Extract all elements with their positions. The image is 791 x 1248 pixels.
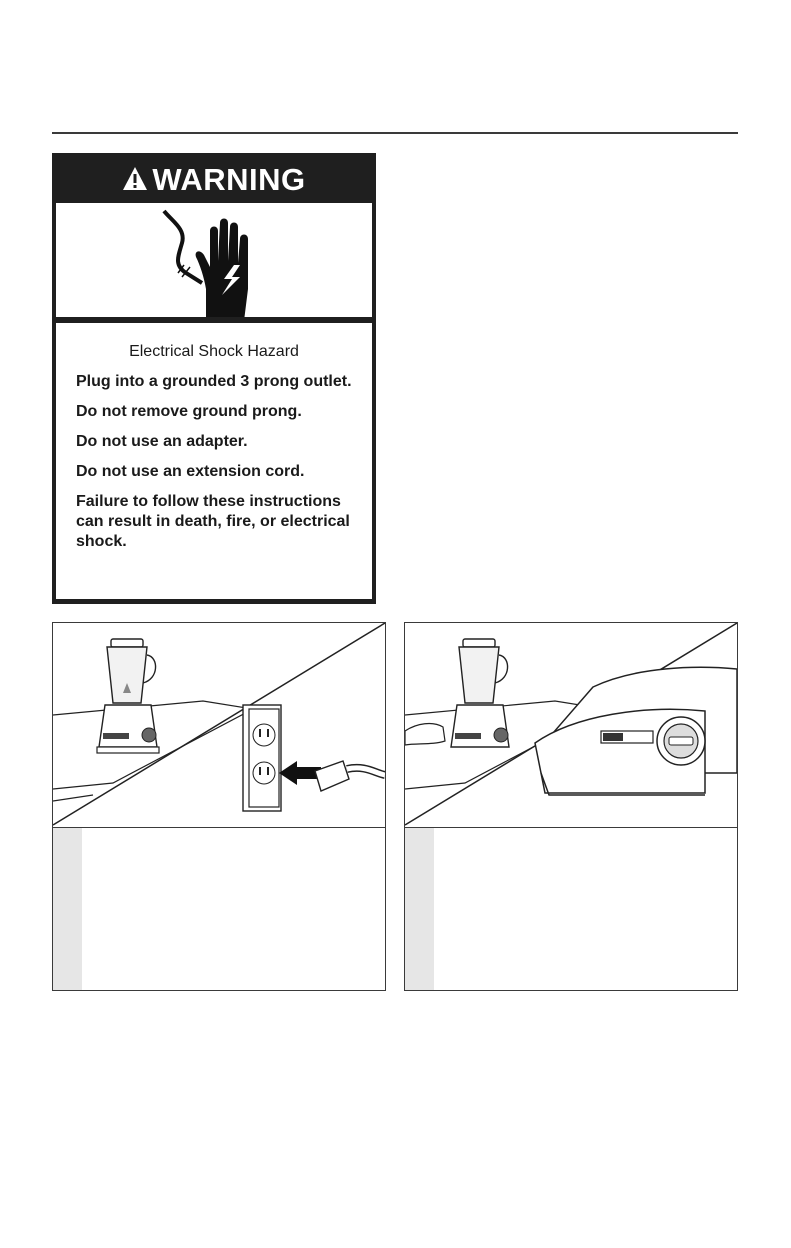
step-text: [91, 838, 371, 978]
alert-triangle-icon: [122, 166, 148, 192]
step-panel-plug-in: [52, 622, 386, 991]
step-number-tab: [405, 828, 434, 990]
hazard-title: Electrical Shock Hazard: [129, 343, 299, 360]
step-text: [443, 838, 723, 978]
electric-shock-hand-icon: [56, 203, 372, 317]
warning-title: WARNING: [152, 161, 306, 197]
warning-line-adapter: Do not use an adapter.: [76, 433, 248, 450]
top-rule: [52, 132, 738, 134]
warning-line-consequence: Failure to follow these instructions can result in death, fire, or electrical shock.: [76, 493, 350, 550]
warning-body: [56, 323, 372, 599]
warning-header: [56, 157, 372, 201]
step-number-tab: [53, 828, 82, 990]
panel-divider: [53, 827, 385, 828]
warning-line-extension-cord: Do not use an extension cord.: [76, 463, 305, 480]
warning-line-grounded-outlet: Plug into a grounded 3 prong outlet.: [76, 373, 352, 390]
blender-control-panel-illustration: [405, 623, 737, 827]
step-panel-control: [404, 622, 738, 991]
blender-plug-into-outlet-illustration: [53, 623, 385, 827]
warning-label: [52, 153, 376, 604]
warning-line-ground-prong: Do not remove ground prong.: [76, 403, 302, 420]
panel-divider: [405, 827, 737, 828]
